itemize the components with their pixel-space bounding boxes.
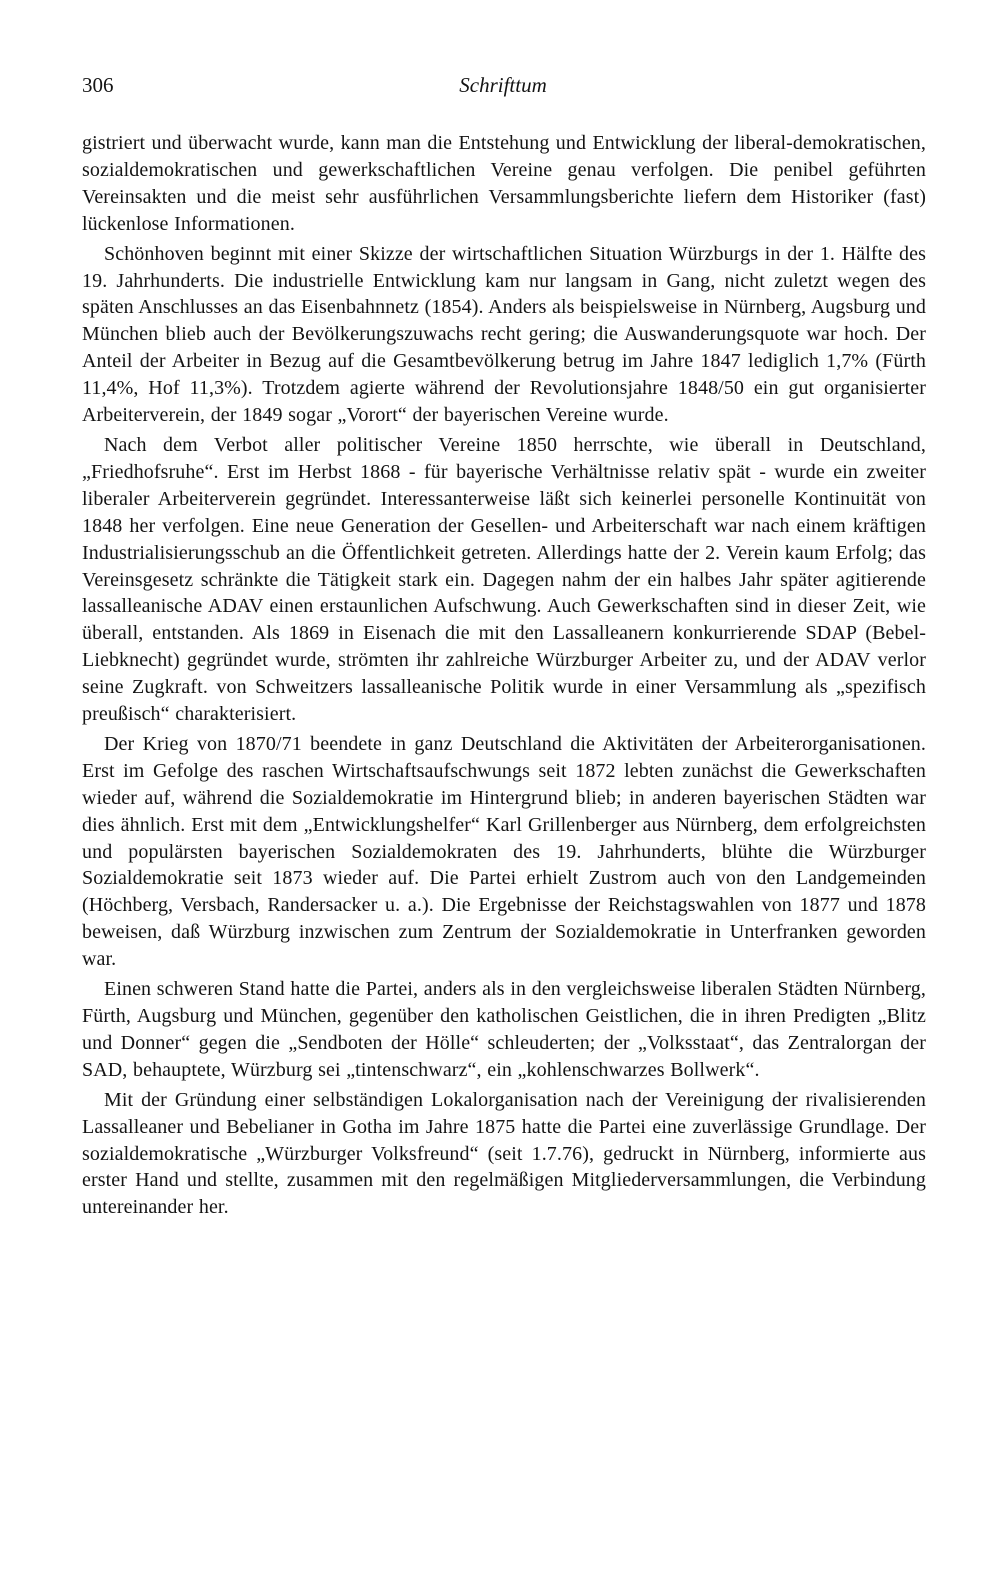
paragraph: Einen schweren Stand hatte die Partei, anders als in den vergleichsweise liberalen Städten Nürnberg, Fürth, Augsburg und München, gegenüber den katholischen Geistlichen, die in ihren Predigten „Blitz und Donner“ gegen die „Sendboten der Hölle“ schleuderten; der „Volksstaat“, das Zentralorgan der SAD, behauptete, Würzburg sei „tintenschwarz“, ein „kohlenschwarzes Bollwerk“. — [82, 978, 926, 1081]
paragraph: Der Krieg von 1870/71 beendete in ganz Deutschland die Aktivitäten der Arbeiterorganisationen. Erst im Gefolge des raschen Wirtschaftsaufschwungs seit 1872 lebten zunächst die Gewerkschaften wieder auf, während die Sozialdemokratie im Hintergrund blieb; in anderen bayerischen Städten war dies ähnlich. Erst mit dem „Entwicklungshelfer“ Karl Grillenberger aus Nürnberg, dem erfolgreichsten und populärsten bayerischen Sozialdemokraten des 19. Jahrhunderts, blühte die Würzburger Sozialdemokratie seit 1873 wieder auf. Die Partei erhielt Zustrom auch von den Landgemeinden (Höchberg, Versbach, Randersacker u. a.). Die Ergebnisse der Reichstagswahlen von 1877 und 1878 beweisen, daß Würzburg inzwischen zum Zentrum der Sozialdemokratie in Unterfranken geworden war. — [82, 732, 926, 971]
paragraph: Schönhoven beginnt mit einer Skizze der wirtschaftlichen Situation Würzburgs in der 1. Hälfte des 19. Jahrhunderts. Die industrielle Entwicklung kam nur langsam in Gang, nicht zuletzt wegen des späten Anschlusses an das Eisenbahnnetz (1854). Anders als beispielsweise in Nürnberg, Augsburg und München blieb auch der Bevölkerungszuwachs recht gering; die Auswanderungsquote war hoch. Der Anteil der Arbeiter in Bezug auf die Gesamtbevölkerung betrug im Jahre 1847 lediglich 1,7% (Fürth 11,4%, Hof 11,3%). Trotzdem agierte während der Revolutionsjahre 1848/50 ein gut organisierter Arbeiterverein, der 1849 sogar „Vorort“ der bayerischen Vereine wurde. — [82, 242, 926, 427]
paragraph: Nach dem Verbot aller politischer Vereine 1850 herrschte, wie überall in Deutschland, „Friedhofsruhe“. Erst im Herbst 1868 - für bayerische Verhältnisse relativ spät - wurde ein zweiter liberaler Arbeiterverein gegründet. Interessanterweise läßt sich keinerlei personelle Kontinuität von 1848 her verfolgen. Eine neue Generation der Gesellen- und Arbeiterschaft war nach einem kräftigen Industrialisierungsschub an die Öffentlichkeit getreten. Allerdings hatte der 2. Verein kaum Erfolg; das Vereinsgesetz schränkte die Tätigkeit stark ein. Dagegen nahm der ein halbes Jahr später agitierende lassalleanische ADAV einen erstaunlichen Aufschwung. Auch Gewerkschaften sind in dieser Zeit, wie überall, entstanden. Als 1869 in Eisenach die mit den Lassalleanern konkurrierende SDAP (Bebel-Liebknecht) gegründet wurde, strömten ihr zahlreiche Würzburger Arbeiter zu, und der ADAV verlor seine Zugkraft. von Schweitzers lassalleanische Politik wurde in einer Versammlung als „spezifisch preußisch“ charakterisiert. — [82, 433, 926, 726]
paragraph: gistriert und überwacht wurde, kann man die Entstehung und Entwicklung der liberal-demokratischen, sozialdemokratischen und gewerkschaftlichen Vereine genau verfolgen. Die penibel geführten Vereinsakten und die meist sehr ausführlichen Versammlungsberichte liefern dem Historiker (fast) lückenlose Informationen. — [82, 132, 926, 235]
paragraph: Mit der Gründung einer selbständigen Lokalorganisation nach der Vereinigung der rivalisierenden Lassalleaner und Bebelianer in Gotha im Jahre 1875 hatte die Partei eine zuverlässige Grundlage. Der sozialdemokratische „Würzburger Volksfreund“ (seit 1.7.76), gedruckt in Nürnberg, informierte aus erster Hand und stellte, zusammen mit den regelmäßigen Mitgliederversammlungen, die Verbindung untereinander her. — [82, 1088, 926, 1219]
page-header — [82, 72, 924, 102]
page-number: 306 — [82, 73, 114, 97]
running-head: Schrifttum — [459, 73, 547, 97]
body-text — [82, 130, 926, 1224]
